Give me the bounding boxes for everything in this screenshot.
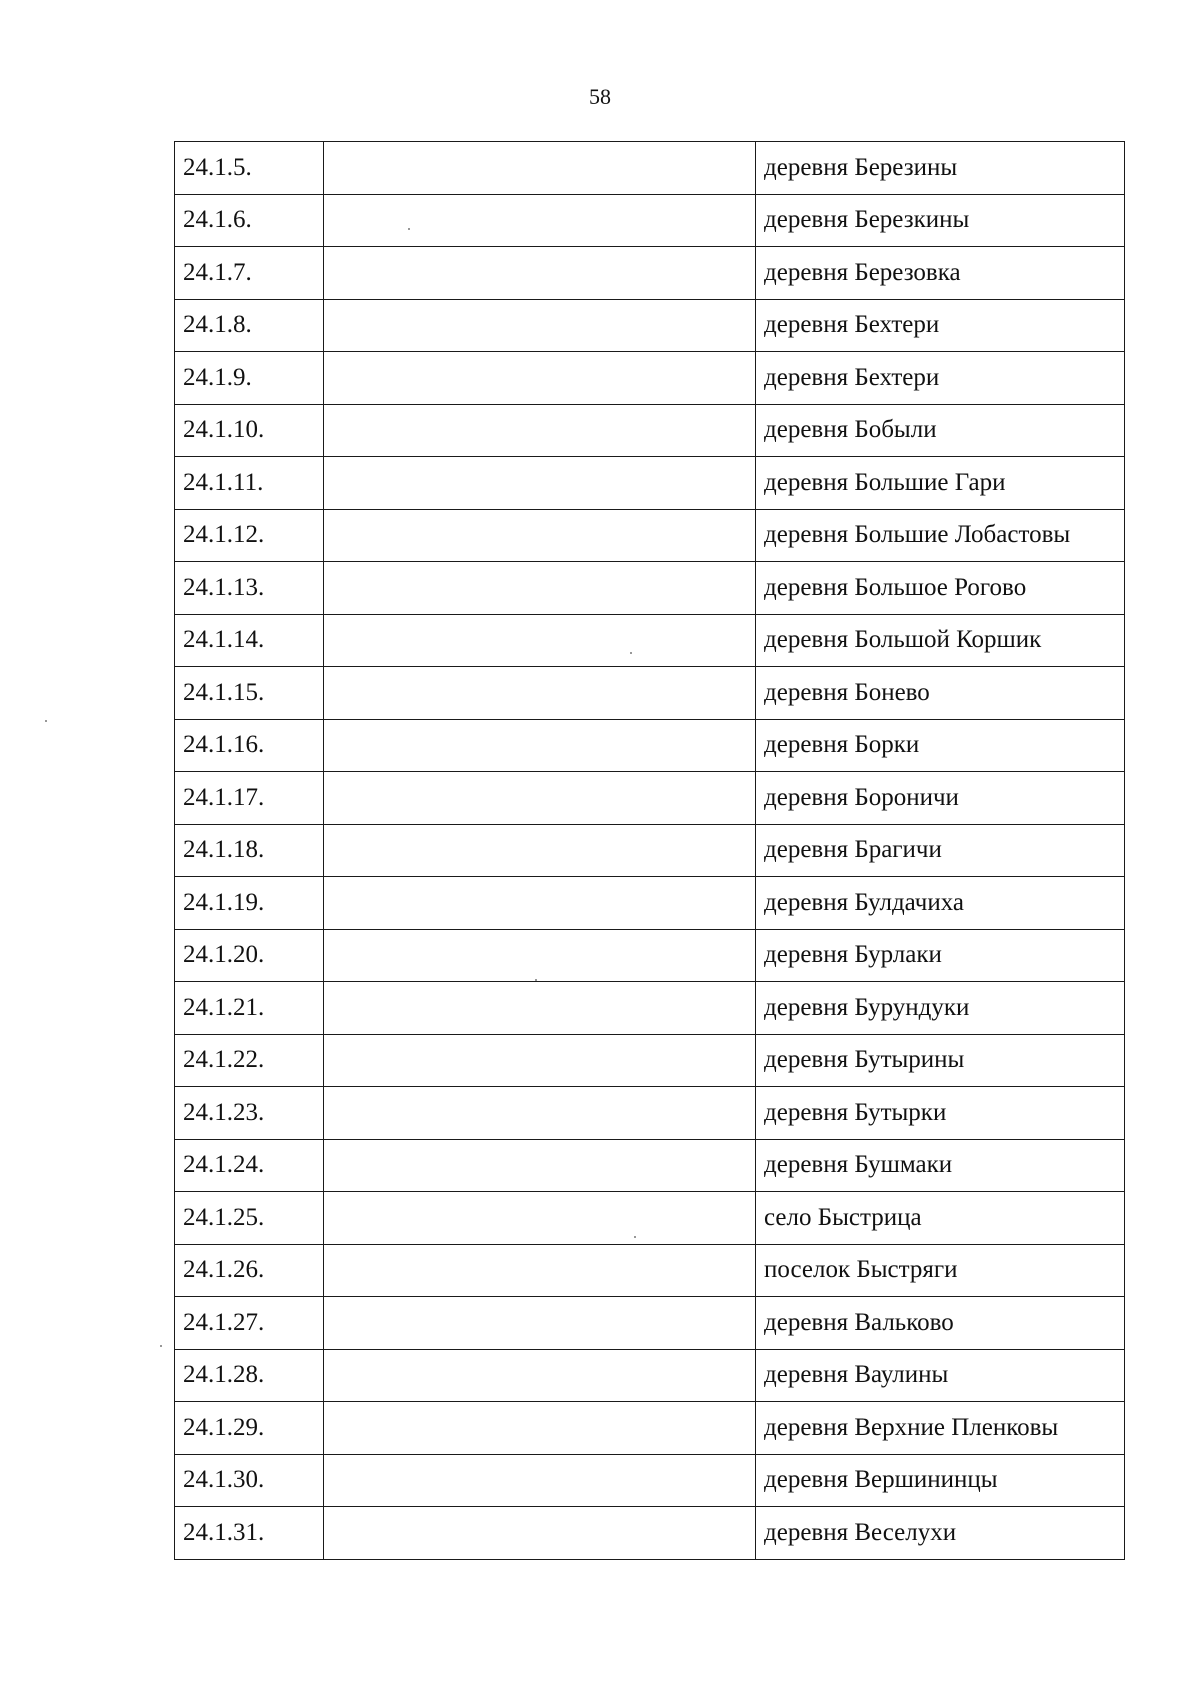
- table-row: [175, 929, 1125, 982]
- settlement-name-cell: деревня Бороничи: [756, 772, 1125, 825]
- empty-middle-cell: [324, 982, 756, 1035]
- empty-middle-cell: [324, 1034, 756, 1087]
- settlement-name-cell: деревня Большой Коршик: [756, 614, 1125, 667]
- empty-middle-cell: [324, 404, 756, 457]
- row-number-cell: 24.1.20.: [175, 929, 324, 982]
- settlement-name-cell: деревня Вальково: [756, 1297, 1125, 1350]
- table-row: [175, 404, 1125, 457]
- settlement-name-cell: деревня Большие Лобастовы: [756, 509, 1125, 562]
- scan-speck: [630, 652, 632, 654]
- settlement-name-cell: деревня Березовка: [756, 247, 1125, 300]
- settlement-name-cell: деревня Бутырины: [756, 1034, 1125, 1087]
- table-row: [175, 1297, 1125, 1350]
- row-number-cell: 24.1.17.: [175, 772, 324, 825]
- table-row: [175, 1454, 1125, 1507]
- empty-middle-cell: [324, 194, 756, 247]
- settlement-name-cell: село Быстрица: [756, 1192, 1125, 1245]
- row-number-cell: 24.1.16.: [175, 719, 324, 772]
- row-number-cell: 24.1.27.: [175, 1297, 324, 1350]
- settlement-name-cell: поселок Быстряги: [756, 1244, 1125, 1297]
- scan-speck: [634, 1236, 636, 1238]
- settlement-name-cell: деревня Большие Гари: [756, 457, 1125, 510]
- settlement-name-cell: деревня Бурундуки: [756, 982, 1125, 1035]
- settlement-name-cell: деревня Вершининцы: [756, 1454, 1125, 1507]
- table-row: [175, 1349, 1125, 1402]
- row-number-cell: 24.1.19.: [175, 877, 324, 930]
- empty-middle-cell: [324, 772, 756, 825]
- settlement-name-cell: деревня Бонево: [756, 667, 1125, 720]
- empty-middle-cell: [324, 877, 756, 930]
- empty-middle-cell: [324, 1192, 756, 1245]
- row-number-cell: 24.1.25.: [175, 1192, 324, 1245]
- row-number-cell: 24.1.13.: [175, 562, 324, 615]
- row-number-cell: 24.1.6.: [175, 194, 324, 247]
- empty-middle-cell: [324, 1507, 756, 1560]
- row-number-cell: 24.1.28.: [175, 1349, 324, 1402]
- empty-middle-cell: [324, 562, 756, 615]
- empty-middle-cell: [324, 929, 756, 982]
- empty-middle-cell: [324, 1244, 756, 1297]
- table-row: [175, 562, 1125, 615]
- empty-middle-cell: [324, 457, 756, 510]
- table-row: [175, 1034, 1125, 1087]
- empty-middle-cell: [324, 1087, 756, 1140]
- row-number-cell: 24.1.15.: [175, 667, 324, 720]
- settlements-table: [174, 141, 1125, 1560]
- table-row: [175, 194, 1125, 247]
- scan-speck: [535, 979, 537, 981]
- empty-middle-cell: [324, 719, 756, 772]
- empty-middle-cell: [324, 1349, 756, 1402]
- empty-middle-cell: [324, 299, 756, 352]
- settlement-name-cell: деревня Брагичи: [756, 824, 1125, 877]
- table-row: [175, 667, 1125, 720]
- table-row: [175, 299, 1125, 352]
- table-row: [175, 772, 1125, 825]
- table-row: [175, 1244, 1125, 1297]
- settlement-name-cell: деревня Бехтери: [756, 352, 1125, 405]
- settlement-name-cell: деревня Бушмаки: [756, 1139, 1125, 1192]
- settlement-name-cell: деревня Большое Рогово: [756, 562, 1125, 615]
- row-number-cell: 24.1.26.: [175, 1244, 324, 1297]
- table-row: [175, 142, 1125, 195]
- settlement-name-cell: деревня Березины: [756, 142, 1125, 195]
- table-row: [175, 1139, 1125, 1192]
- table-row: [175, 247, 1125, 300]
- row-number-cell: 24.1.30.: [175, 1454, 324, 1507]
- settlement-name-cell: деревня Борки: [756, 719, 1125, 772]
- table-row: [175, 1192, 1125, 1245]
- table-row: [175, 719, 1125, 772]
- settlement-name-cell: деревня Бутырки: [756, 1087, 1125, 1140]
- empty-middle-cell: [324, 1402, 756, 1455]
- table-row: [175, 509, 1125, 562]
- table-row: [175, 1087, 1125, 1140]
- settlements-table-body: [175, 142, 1125, 1560]
- scan-speck: [408, 228, 410, 230]
- table-row: [175, 877, 1125, 930]
- settlement-name-cell: деревня Бурлаки: [756, 929, 1125, 982]
- empty-middle-cell: [324, 247, 756, 300]
- empty-middle-cell: [324, 824, 756, 877]
- empty-middle-cell: [324, 1139, 756, 1192]
- settlement-name-cell: деревня Березкины: [756, 194, 1125, 247]
- settlement-name-cell: деревня Булдачиха: [756, 877, 1125, 930]
- settlement-name-cell: деревня Бехтери: [756, 299, 1125, 352]
- empty-middle-cell: [324, 142, 756, 195]
- row-number-cell: 24.1.21.: [175, 982, 324, 1035]
- row-number-cell: 24.1.18.: [175, 824, 324, 877]
- scan-speck: [45, 720, 47, 722]
- table-row: [175, 824, 1125, 877]
- row-number-cell: 24.1.12.: [175, 509, 324, 562]
- empty-middle-cell: [324, 352, 756, 405]
- row-number-cell: 24.1.7.: [175, 247, 324, 300]
- row-number-cell: 24.1.5.: [175, 142, 324, 195]
- settlement-name-cell: деревня Верхние Пленковы: [756, 1402, 1125, 1455]
- empty-middle-cell: [324, 667, 756, 720]
- row-number-cell: 24.1.31.: [175, 1507, 324, 1560]
- empty-middle-cell: [324, 1454, 756, 1507]
- page-number: 58: [589, 84, 611, 109]
- scan-speck: [160, 1345, 162, 1347]
- settlement-name-cell: деревня Веселухи: [756, 1507, 1125, 1560]
- settlement-name-cell: деревня Ваулины: [756, 1349, 1125, 1402]
- row-number-cell: 24.1.22.: [175, 1034, 324, 1087]
- table-row: [175, 1402, 1125, 1455]
- row-number-cell: 24.1.11.: [175, 457, 324, 510]
- empty-middle-cell: [324, 509, 756, 562]
- table-row: [175, 982, 1125, 1035]
- row-number-cell: 24.1.24.: [175, 1139, 324, 1192]
- row-number-cell: 24.1.10.: [175, 404, 324, 457]
- table-row: [175, 614, 1125, 667]
- empty-middle-cell: [324, 1297, 756, 1350]
- row-number-cell: 24.1.23.: [175, 1087, 324, 1140]
- row-number-cell: 24.1.14.: [175, 614, 324, 667]
- row-number-cell: 24.1.8.: [175, 299, 324, 352]
- settlement-name-cell: деревня Бобыли: [756, 404, 1125, 457]
- table-row: [175, 352, 1125, 405]
- table-row: [175, 457, 1125, 510]
- row-number-cell: 24.1.29.: [175, 1402, 324, 1455]
- table-row: [175, 1507, 1125, 1560]
- empty-middle-cell: [324, 614, 756, 667]
- row-number-cell: 24.1.9.: [175, 352, 324, 405]
